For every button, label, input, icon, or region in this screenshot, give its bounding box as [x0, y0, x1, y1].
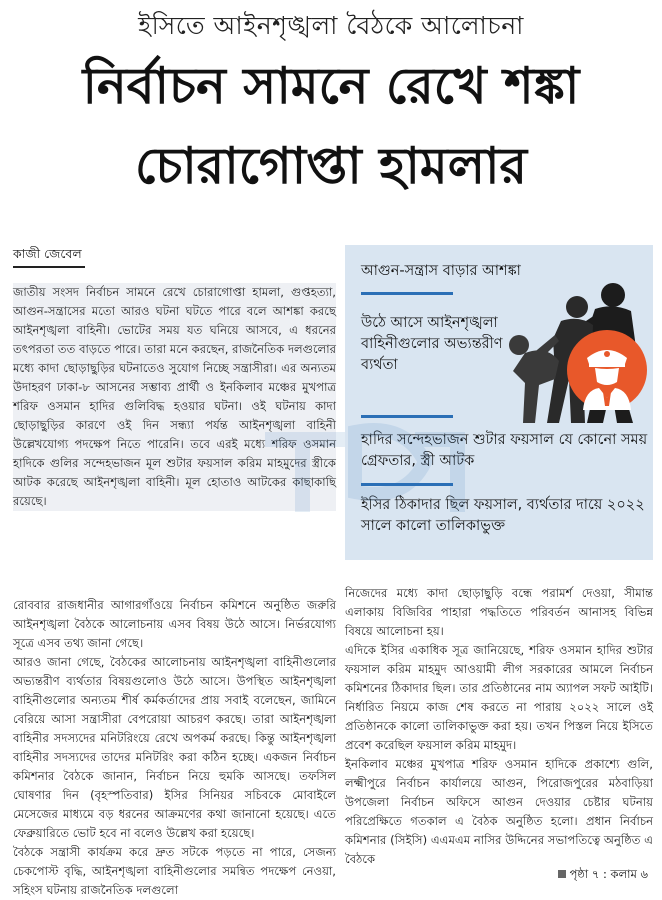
- body-column-right-bottom: [345, 584, 653, 866]
- sidebar-rule: [361, 292, 453, 295]
- body-paragraph: নিজেদের মধ্যে কাদা ছোড়াছুড়ি বন্ধে পরামর্শ দেওয়া, সীমান্ত এলাকায় বিজিবির পাহারা পদ্ধতিতে পরিবর্তন আনাসহ বিভিন্ন বিষয়ে আলোচনা হয়।: [345, 586, 653, 638]
- body-column-left-bottom: [13, 596, 336, 897]
- byline-rule: [13, 266, 85, 268]
- page-footer: [558, 866, 648, 885]
- body-paragraph: আরও জানা গেছে, বৈঠকের আলোচনায় আইনশৃঙ্খলা বাহিনীগুলোর অভ্যন্তরীণ ব্যর্থতার বিষয়গুলোও উঠে আসে। উপস্থিত আইনশৃঙ্খলা বাহিনীগুলোর অন্যতম শীর্ষ কর্মকর্তাদের প্রায় সবাই বলেছেন, জামিনে বেরিয়ে আসা সন্ত্রাসীরা বেপরোয়া আচরণ করছে। তারা আইনশৃঙ্খলা বাহিনীর সদস্যদের মনিটরিংয়ে রেখে অপকর্ম করছে। কিন্তু আইনশৃঙ্খলা বাহিনীর সদস্যদের তাদের মনিটরিং করা কঠিন হচ্ছে। একজন নির্বাচন কমিশনার বৈঠকে জানান, নির্বাচন নিয়ে হুমকি আসছে। তফসিল ঘোষণার দিন (বৃহস্পতিবার) ইসির সিনিয়র সচিবকে মোবাইলে মেসেজের মাধ্যমে বড় ধরনের আক্রমণের কথা জানানো হয়েছে। এতে ফেব্রুয়ারিতে ভোট হবে না বলেও উল্লেখ করা হয়েছে।: [13, 655, 336, 840]
- headline: [0, 48, 662, 204]
- sidebar-rule: [361, 483, 453, 486]
- headline-line-1: নির্বাচন সামনে রেখে শঙ্কা: [82, 57, 580, 115]
- sidebar-item: উঠে আসে আইনশৃঙ্খলা বাহিনীগুলোর অভ্যন্তরীণ ব্যর্থতা: [361, 315, 503, 373]
- kicker: ইসিতে আইনশৃঙ্খলা বৈঠকে আলোচনা: [138, 11, 524, 40]
- sidebar-item: ইসির ঠিকাদার ছিল ফয়সাল, ব্যর্থতার দায়ে ২০২২ সালে কালো তালিকাভুক্ত: [361, 497, 645, 534]
- sidebar-item: আগুন-সন্ত্রাস বাড়ার আশঙ্কা: [361, 263, 521, 279]
- sidebar-item: হাদির সন্দেহভাজন শুটার ফয়সাল যে কোনো সময় গ্রেফতার, স্ত্রী আটক: [361, 432, 648, 469]
- sidebar-rule: [361, 415, 453, 418]
- body-paragraph: এদিকে ইসির একাধিক সূত্র জানিয়েছে, শরিফ ওসমান হাদির শুটার ফয়সাল করিম মাহমুদ আওয়ামী লীগ সরকারের আমলে নির্বাচন কমিশনের ঠিকাদার ছিল। তার প্রতিষ্ঠানের নাম অ্যাপল সফট আইটি। নির্ধারিত নিয়মে কাজ শেষ করতে না পারায় ২০২২ সালে ওই প্রতিষ্ঠানকে কালো তালিকাভুক্ত করা হয়। তখন পিস্তল নিয়ে ইসিতে প্রবেশ করেছিল ফয়সাল করিম মাহমুদ।: [345, 643, 653, 752]
- body-paragraph: জাতীয় সংসদ নির্বাচন সামনে রেখে চোরাগোপ্তা হামলা, গুপ্তহত্যা, আগুন-সন্ত্রাসের মতো আরও ঘটনা ঘটতে পারে বলে আশঙ্কা করছে আইনশৃঙ্খলা বাহিনী। ভোটের সময় যত ঘনিয়ে আসবে, এ ধরনের তৎপরতা তত বাড়তে পারে। তারা মনে করছেন, রাজনৈতিক দলগুলোর মধ্যে কাদা ছোড়াছুড়ির ঘটনাতেও সুযোগ নিচ্ছে সন্ত্রাসীরা। এর অন্যতম উদাহরণ ঢাকা-৮ আসনের সম্ভাব্য প্রার্থী ও ইনকিলাব মঞ্চের মুখপাত্র শরিফ ওসমান হাদির গুলিবিদ্ধ হওয়ার ঘটনা। ওই ঘটনায় কাদা ছোড়াছুড়ির কারণে ওই দিন সন্ধ্যা পর্যন্ত আইনশৃঙ্খলা বাহিনী উল্লেখযোগ্য পদক্ষেপ নিতে পারেনি। তবে এরই মধ্যে শরিফ ওসমান হাদিকে গুলির সন্দেহভাজন মূল শুটার ফয়সাল করিম মাহমুদের স্ত্রীকে আটক করেছে আইনশৃঙ্খলা বাহিনী। মূল হোতাও আটকের কাছাকাছি রয়েছে।: [13, 283, 336, 511]
- police-officer-icon: [565, 328, 649, 412]
- body-paragraph: বৈঠকে সন্ত্রাসী কার্যক্রম করে দ্রুত সটকে পড়তে না পারে, সেজন্য চেকপোস্ট বৃদ্ধি, আইনশৃঙ্খলা বাহিনীগুলোর সমন্বিত পদক্ষেপ নেওয়া, সহিংস ঘটনায় রাজনৈতিক দলগুলো: [13, 845, 336, 897]
- headline-line-2: চোরাগোপ্তা হামলার: [135, 137, 527, 195]
- body-paragraph: ইনকিলাব মঞ্চের মুখপাত্র শরিফ ওসমান হাদিকে প্রকাশ্যে গুলি, লক্ষ্মীপুরে নির্বাচন কার্যালয়ে আগুন, পিরোজপুরের মঠবাড়িয়া উপজেলা নির্বাচন অফিসে আগুন দেওয়ার চেষ্টার ঘটনায় পরিপ্রেক্ষিতে গতকাল এ বৈঠক অনুষ্ঠিত হলো। প্রধান নির্বাচন কমিশনার (সিইসি) এএমএম নাসির উদ্দিনের সভাপতিত্বে অনুষ্ঠিত এ বৈঠকে: [345, 757, 653, 866]
- body-column-left-top: [13, 283, 336, 595]
- page-footer-text: পৃষ্ঠা ৭ : কলাম ৬: [569, 867, 648, 881]
- byline: কাজী জেবেল: [13, 246, 82, 261]
- body-paragraph: রোববার রাজধানীর আগারগাঁওয়ে নির্বাচন কমিশনে অনুষ্ঠিত জরুরি আইনশৃঙ্খলা বৈঠকে আলোচনায় এসব বিষয় উঠে আসে। নির্ভরযোগ্য সূত্রে এসব তথ্য জানা গেছে।: [13, 598, 336, 650]
- footer-square-icon: [558, 870, 566, 878]
